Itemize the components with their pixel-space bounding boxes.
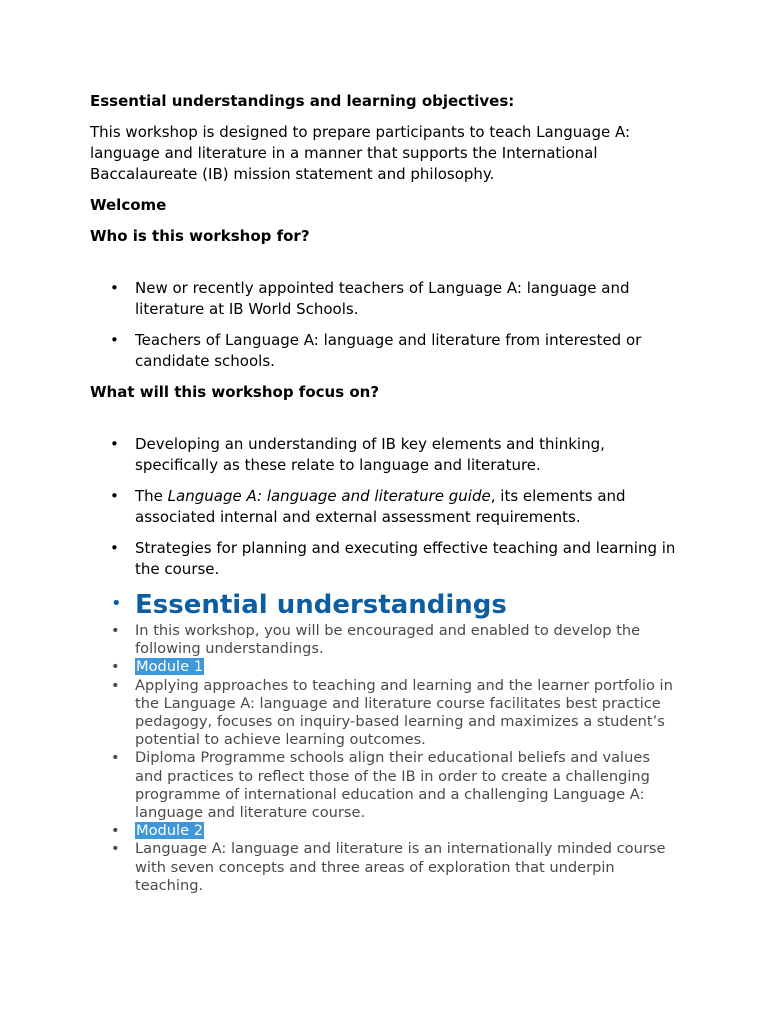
list-item xyxy=(90,622,680,658)
list-item-text: Language A: language and literature is an internationally minded course with seven concepts and three areas of exploration that underpin teaching. xyxy=(135,840,666,894)
essential-title-item xyxy=(90,588,680,622)
essential-list xyxy=(90,588,680,895)
focus-list xyxy=(90,434,680,580)
list-item-text xyxy=(135,487,626,526)
welcome-heading: Welcome xyxy=(90,196,167,214)
document-page xyxy=(90,91,680,895)
focus-heading: What will this workshop focus on? xyxy=(90,383,380,401)
bullet-icon: • xyxy=(111,822,120,840)
list-item-text: In this workshop, you will be encouraged and enabled to develop the following understandings. xyxy=(135,622,641,658)
bullet-icon: • xyxy=(110,331,119,349)
list-item xyxy=(90,822,680,840)
guide-prefix: The xyxy=(135,487,168,505)
list-item xyxy=(90,538,680,580)
list-item-text: Strategies for planning and executing effective teaching and learning in the course. xyxy=(135,539,676,578)
bullet-icon: • xyxy=(111,749,120,767)
list-item xyxy=(90,486,680,528)
list-item xyxy=(90,434,680,476)
list-item-text: Teachers of Language A: language and literature from interested or candidate schools. xyxy=(135,331,642,370)
bullet-icon: • xyxy=(111,622,120,639)
module-1-label: Module 1 xyxy=(136,658,203,676)
list-item-text: Applying approaches to teaching and learning and the learner portfolio in the Language A: language and literature course facilitates best practice pedagogy, focuses on inquiry-based learning and maximizes a student’s potential to achieve learning outcomes. xyxy=(135,676,673,749)
bullet-icon: • xyxy=(110,487,119,505)
list-item xyxy=(90,278,680,320)
guide-title: Language A: language and literature guide xyxy=(167,487,491,505)
objectives-heading: Essential understandings and learning objectives: xyxy=(90,92,515,110)
list-item xyxy=(90,840,680,895)
guide-suffix: , its elements and associated internal and external assessment requirements. xyxy=(135,487,626,526)
bullet-icon: • xyxy=(110,279,119,297)
module-2-label: Module 2 xyxy=(136,822,203,840)
list-item-text: New or recently appointed teachers of Language A: language and literature at IB World Schools. xyxy=(135,279,630,318)
list-item-text: Developing an understanding of IB key elements and thinking, specifically as these relate to language and literature. xyxy=(135,435,605,474)
bullet-icon: • xyxy=(110,539,119,557)
list-item xyxy=(90,677,680,750)
list-item xyxy=(90,330,680,372)
list-item-text: Diploma Programme schools align their educational beliefs and values and practices to reflect those of the IB in order to create a challenging programme of international education and a challenging Language A: language and literature course. xyxy=(135,749,650,822)
bullet-icon: • xyxy=(111,658,120,676)
bullet-icon: • xyxy=(111,676,120,694)
intro-paragraph: This workshop is designed to prepare participants to teach Language A: language and literature in a manner that supports the International Baccalaureate (IB) mission statement and philosophy. xyxy=(90,123,631,183)
audience-list xyxy=(90,278,680,372)
bullet-icon: • xyxy=(111,840,120,858)
bullet-icon: • xyxy=(110,435,119,453)
list-item xyxy=(90,658,680,676)
who-heading: Who is this workshop for? xyxy=(90,227,310,245)
list-item xyxy=(90,749,680,822)
essential-title: Essential understandings xyxy=(135,590,507,620)
bullet-icon: • xyxy=(111,593,122,614)
